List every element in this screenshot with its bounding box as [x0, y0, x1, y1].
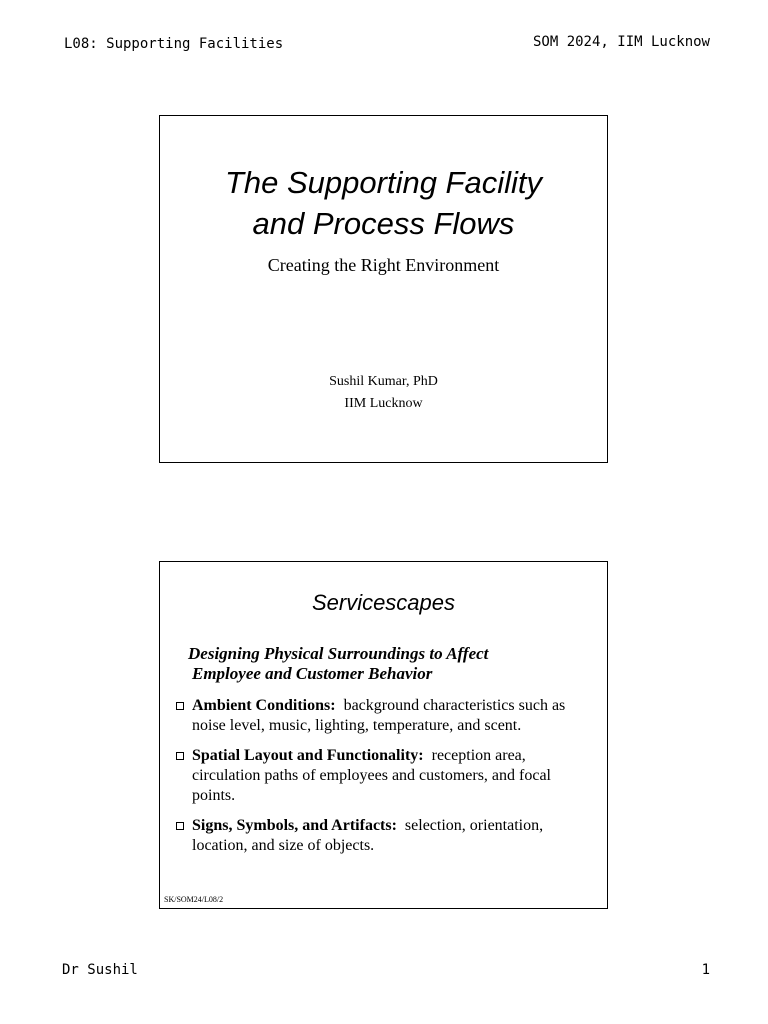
bullet-text: selection, orientation, location, and size of objects.: [192, 817, 544, 854]
slide-1-title-line-1: The Supporting Facility: [224, 165, 543, 200]
slide-2-title: Servicescapes: [311, 590, 456, 615]
slide-1-title: [160, 162, 607, 244]
slide-code: SK/SOM24/L08/2: [164, 895, 224, 904]
bullet-item: [174, 746, 594, 806]
bullet-term: Ambient Conditions:: [192, 697, 336, 714]
slide-2-subheading-line-2: Employee and Customer Behavior: [192, 664, 433, 683]
slide-2: [159, 561, 608, 909]
bullet-text: reception area, circulation paths of employees and customers, and focal points.: [192, 747, 551, 804]
bullet-list: [174, 696, 594, 866]
page-header-title: L08: Supporting Facilities: [64, 36, 284, 52]
slide-1-affiliation: IIM Lucknow: [344, 396, 423, 411]
square-bullet-icon: [176, 822, 184, 830]
bullet-term: Spatial Layout and Functionality:: [192, 747, 424, 764]
page-header-course: SOM 2024, IIM Lucknow: [532, 34, 710, 50]
page-footer-author: Dr Sushil: [62, 962, 138, 978]
square-bullet-icon: [176, 752, 184, 760]
slide-2-subheading-line-1: Designing Physical Surroundings to Affect: [188, 644, 489, 663]
square-bullet-icon: [176, 702, 184, 710]
slide-2-subheading: [188, 644, 588, 684]
bullet-item: [174, 696, 594, 736]
bullet-text: background characteristics such as noise level, music, lighting, temperature, and scent.: [192, 697, 566, 734]
page-number: 1: [701, 962, 710, 978]
slide-1-subtitle: Creating the Right Environment: [267, 255, 500, 275]
bullet-term: Signs, Symbols, and Artifacts:: [192, 817, 397, 834]
slide-1-author: Sushil Kumar, PhD: [329, 374, 438, 389]
bullet-item: [174, 816, 594, 856]
slide-1: [159, 115, 608, 463]
slide-1-title-line-2: and Process Flows: [252, 206, 515, 241]
